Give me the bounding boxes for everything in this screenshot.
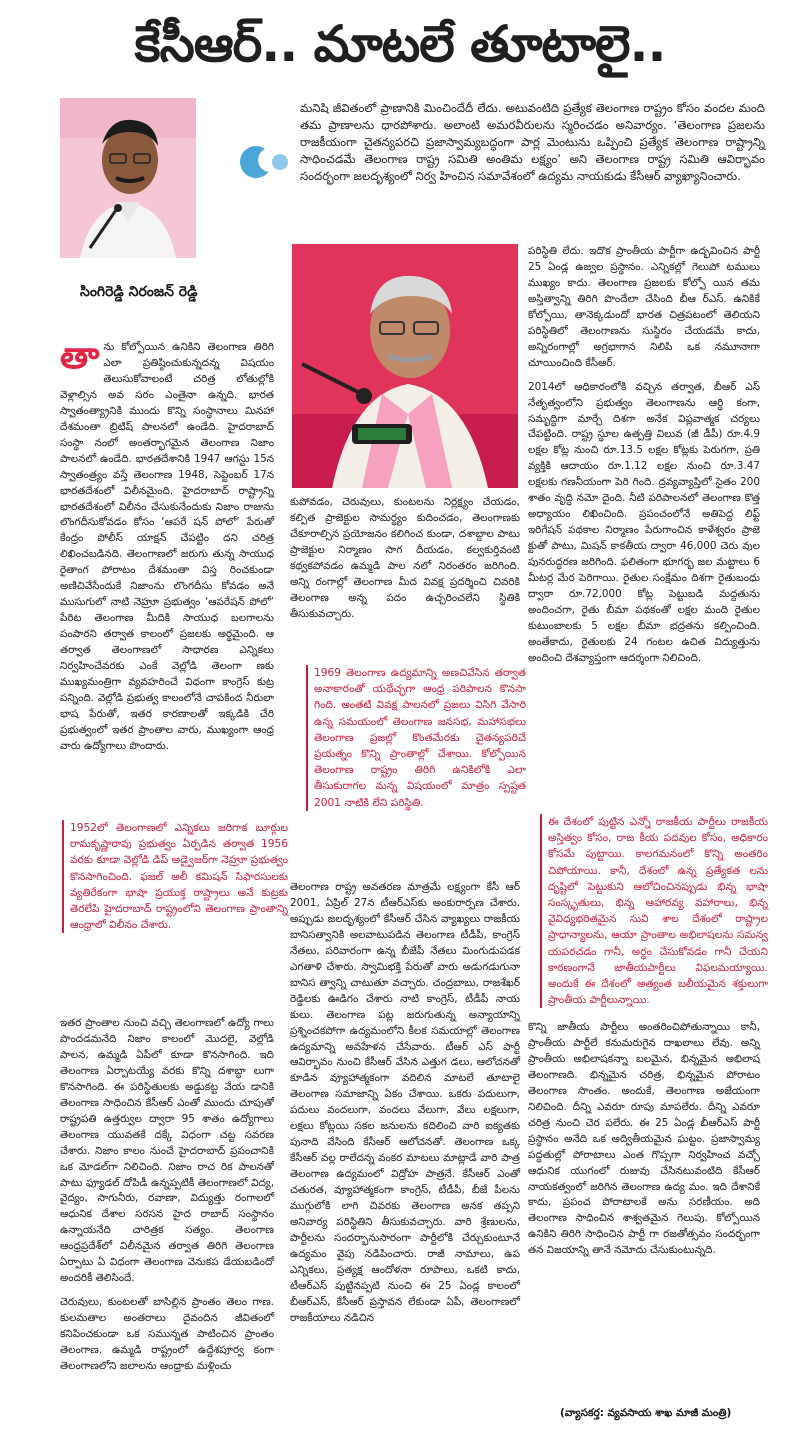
paragraph: తెలంగాణ రాష్ట్ర అవతరణ మాత్రమే లక్ష్యంగా కేసీ ఆర్ 2001, ఏప్రిల్ 27న టీఆర్ఎస్‌కు అంకురార్పణ చేశారు. అప్పుడు జలదృశ్యంలో కేసీఆర్ చేసిన వ్యాఖ్యలు రాజకీయ బానిసత్వానికి అలవాటుపడిన తెలంగాణ టీడీపీ, కాంగ్రెస్ నేతలు, పరివారంగా ఉన్న బీజేపీ నేతలు మింగుడుపడక ఎగతాళి చేశారు. స్వామిభక్తి పేరుతో వారు అడుగడుగునా బానిస త్వాన్ని చాటుతూ వచ్చారు. చంద్రబాబు, రాజశేఖర్ రెడ్డిలకు ఊడిగం చేశారు నాటి కాంగ్రెస్, టీడీపీ నాయ కులు. తెలంగాణ పట్ల జరుగుతున్న అన్యాయాన్ని ప్రశ్నించకపోగా ఉద్యమంలోని కీలక సమయాల్లో తెలంగాణ ఉద్యమాన్ని అవహేళన చేసేవారు. టీఆర్ ఎస్ పార్టీ ఆవిర్భావం నుంచి కేసీఆర్ వేసిన ఎత్తుగ డలు, ఆలోచనతో కూడిన వ్యూహాత్మకంగా వదిలిన మాటలే తూటాలై తెలంగాణ సమాజాన్ని ఏకం చేశాయి. ఒకరు పదులుగా, పదులు వందలుగా, వందలు వేలుగా, వేలు లక్షలుగా, లక్షలు కోట్లయి సకల జనులను కదిలించి వారి ఐక్యతకు పునాది వేసింది కేసీఆర్ ఆలోచనతో. తెలంగాణ ఒక్క కేసీఆర్ వల్ల రాలేదన్న వంకర మాటలు మాట్లాడే వారి పాత్ర తెలంగాణ ఉద్యమంలో విద్రోహ పాత్రనే. కేసీఆర్ ఎంతో చతురత, వ్యూహాత్మకంగా కాంగ్రెస్, టీడీపీ, బీజే పీలను ముగ్గులోకి లాగి చివరకు తెలంగాణ అనక తప్పని అనివార్య పరిస్థితిని తీసుకువచ్చారు. వారి శ్రేణులను, పార్టీలను సందర్భానుసారంగా పార్టీలోకి చేర్చుకుంటూనే ఉద్యమం వైపు నడిపించారు. రాజీ నామాలు, ఉప ఎన్నికలు, ప్రత్యక్ష ఆందోళనా రూపాలు, ఒకటి కాదు, టీఆర్ఎస్ పుట్టినప్పటి నుంచి ఈ 25 ఏండ్ల కాలంలో బీఆర్ఎస్, కేసీఆర్ ప్రస్తావన లేకుండా ఏపీ, తెలంగాణలో రాజకీయాలు నడిచిన (290, 881, 520, 1324)
dropcap: తా (60, 336, 100, 377)
intro-paragraph: మనిషి జీవితంలో ప్రాణానికి మించిందేదీ లేదు. అటువంటిది ప్రత్యేక తెలంగాణ రాష్ట్రం కోసం వందల మంది తమ ప్రాణాలను ధారపోశారు. అలాంటి అమరవీరులను స్మరించడం అనివార్యం. ‘తెలంగాణ ప్రజలను రాజకీయంగా చైతన్యపరచి ప్రజాస్వామ్యబద్ధంగా పార్ల మెంటును ఒప్పించి ప్రత్యేక తెలంగాణ రాష్ట్రాన్ని సాధించడమే తెలంగాణ రాష్ట్ర సమితి అంతిమ లక్ష్యం’ అని తెలంగాణ రాష్ట్ర సమితి ఆవిర్భావం సందర్భంగా జలదృశ్యంలో నిర్వ హించిన సమావేశంలో ఉద్యమ నాయకుడు కేసీఆర్ వ్యాఖ్యానించారు. (300, 101, 765, 183)
kcr-photo (292, 244, 518, 488)
article-column-3 (528, 244, 760, 675)
pullquote: ఈ దేశంలో పుట్టిన ఎన్నో రాజకీయ పార్టీలు రాజకీయ అస్తిత్వం కోసం, రాజ కీయ పదవుల కోసం, అధికారం కోసమే పుట్టాయి. కాలగమనంలో కొన్ని అంతరిం చిపోయాయి. కానీ, దేశంలో ఉన్న ప్రత్యేకత లను దృష్టిలో పెట్టుకుని ఆలోచించినప్పుడు భిన్న భాషా సంస్కృతులు, భిన్న ఆహారవ్య వహారాలు, భిన్న వైవిధ్యభరితమైన సువి శాల దేశంలో రాష్ట్రాల ప్రాధాన్యాలను, ఆయా ప్రాంతాల అభిలాషలను సమన్వ యపరచడం గానీ, అర్థం చేసుకోవడం గానీ చేయని కారణంగానే జాతీయపార్టీలు విఫలమయ్యాయి. అందుకే ఈ దేశంలో అత్యంత బలీయమైన శక్తులుగా ప్రాంతీయ పార్టీలున్నాయి. (540, 814, 768, 1008)
author-name: సింగిరెడ్డి నిరంజన్ రెడ్డి (80, 284, 198, 300)
headline: కేసీఆర్.. మాటలే తూటాలై.. (134, 15, 666, 73)
pullquote: 1969 తెలంగాణ ఉద్యమాన్ని అణచివేసిన తర్వాత అనాకారంతో యథేచ్ఛగా ఆంధ్ర పరిపాలన కొనసా గింది. అంతటి వివక్ష పాలనలో ప్రజలు విసిగి వేసారి ఉన్న సమయంలో తెలంగాణ జనసభ, మహాసభలు తెలంగాణ ప్రజల్లో కొంతమేరకు చైతన్యపరిచే ప్రయత్నం కొన్ని ప్రాంతాల్లో చేశాయి. కోల్పోయిన తెలంగాణ రాష్ట్రం తిరిగి ఉనికిలోకి ఎలా తీసుకురాగల మన్న విషయంలో మాత్రం స్పష్టత 2001 నాటికి లేని పరిస్థితి. (306, 665, 526, 811)
paragraph: ఇతర ప్రాంతాల నుంచి వచ్చి తెలంగాణలో ఉద్యో గాలు పొందడమనేది నిజాం కాలంలో మొదలై, వెల్లోడి పాలన, ఉమ్మడి ఏపీలో కూడా కొనసాగింది. ఇది తెలంగాణ ఏర్పాటయ్యే వరకు కొన్ని దశాబ్దా లుగా కొనసాగింది. ఈ పరిస్థితులకు అడ్డుకట్ట వేయ డానికి తెలంగాణ సాధించిన కేసీఆర్ ఎంతో ముందు చూపుతో రాష్ట్రపతి ఉత్తర్వుల ద్వారా 95 శాతం ఉద్యోగాలు తెలంగాణ యువతకే దక్కే విధంగా చట్ట సవరణ చేశారు. నిజాం కాలం నుంచే హైదరాబాద్ ప్రపంచానికి ఒక మోడల్‌గా నిలిచింది. నిజాం రాచ రిక పాలనతో పాటు ఫ్యూడల్ దోపిడీ ఉన్నప్పటికీ తెలంగాణలో విద్య, వైద్యం, సాగునీరు, రవాణా, విద్యుత్తు రంగాలలో ఆధునిక దేశాల సరసన హైద రాబాద్ సంస్థానం ఉన్నాయనేది చారిత్రక సత్యం. తెలంగాణ ఆంధ్రప్రదేశ్‌లో విలీనమైన తర్వాత తిరిగి తెలంగాణ ఏర్పాటు ఏ విధంగా తెలంగాణ వెనుకప డేయబడిందో అందరికీ తెలిసిందే. (60, 1017, 274, 1285)
article-column-1 (60, 336, 274, 763)
paragraph: చెరువులు, కుంటలతో బాసిల్లిన ప్రాంతం తెలం గాణ. కులమతాల అంతరాలు దైవందిన జీవితంలో కనిపించకుండా ఒక సమున్నత పాటించిన ప్రాంతం తెలంగాణ. ఉమ్మడి రాష్ట్రంలో ఉద్దేశపూర్వ కంగా తెలంగాణలోని జలాలను ఆంధ్రాకు మళ్లించు (60, 1296, 274, 1373)
article-column-2-cont (290, 880, 520, 1335)
article-column-1-cont (60, 1016, 274, 1383)
paragraph: 2014లో అధికారంలోకి వచ్చిన తర్వాత, బీఆర్ ఎస్ నేతృత్వంలోని ప్రభుత్వం తెలంగాణను ఆర్థి కంగా, సమృద్ధిగా మార్చే దిశగా అనేక విప్లవాత్మక చర్యలు చేపట్టింది. రాష్ట్ర స్థూల ఉత్పత్తి విలువ (జీ డీపీ) రూ.4.9 లక్షల కోట్ల నుంచి రూ.13.5 లక్షల కోట్లకు పెరుగగా, ప్రతి వ్యక్తికి ఆదాయం రూ.1.12 లక్షల నుంచి రూ.3.47 లక్షలకు గణనీయంగా పెరి గింది. ద్రవ్యవ్యాప్తిలో సైతం 200 శాతం వృద్ధి నమో దైంది. నీటి పరిపాలనలో తెలంగాణ కొత్త అధ్యాయం లిఖించింది. ప్రపంచంలోనే అతిపెద్ద లిఫ్ట్ ఇరిగేషన్ పథకాల నిర్మాణం పేరుగాంచిన కాళేశ్వరం ప్రాజె క్టుతో పాటు, మిషన్ కాకతీయ ద్వారా 46,000 చెరు వుల పునరుద్ధరణ జరిగింది. ఫలితంగా భూగర్భ జల మట్టాలు 6 మీటర్ల మేర పెరిగాయి. రైతుల సంక్షేమం దిశగా రైతుబంధు ద్వారా రూ.72,000 కోట్ల పెట్టుబడి మద్దతును అందించగా, రైతు బీమా పథకంతో లక్షల మంది రైతుల కుటుంబాలకు 5 లక్షల బీమా భద్రతను కల్పించింది. అంతేకాదు, రైతులకు 24 గంటల ఉచిత విద్యుత్తును అందించి దేశవ్యాప్తంగా ఆదర్శంగా నిలిచింది. (528, 380, 760, 664)
article-column-3-cont (528, 1020, 760, 1267)
byline: (వ్యాసకర్త: వ్యవసాయ శాఖ మాజీ మంత్రి) (560, 1407, 732, 1419)
pullquote: 1952లో తెలంగాణలో ఎన్నికలు జరిగాక బూర్గుల రామకృష్ణారావు ప్రభుత్వం ఏర్పడిన తర్వాత 1956 వరకు కూడా వెల్లోడి డిప్ అడ్వైజర్‌గా నెహ్రూ ప్రభుత్వం కొనసాగించింది. ఫజల్ అలీ కమిషన్ సిఫారసులకు వ్యతిరేకంగా భాషా ప్రయుక్త రాష్ట్రాలు అనే కుట్రకు తెరలేపి హైదరాబాద్ రాష్ట్రంలోని తెలంగాణ ప్రాంతాన్ని ఆంధ్రాలో విలీనం చేశారు. (62, 820, 288, 933)
article-column-2 (290, 495, 520, 631)
paragraph: కొన్ని జాతీయ పార్టీలు అంతరించిపోతున్నాయి కానీ, ప్రాంతీయ పార్టీలే కనుమరుగైన దాఖలాలు లేవు. అన్ని ప్రాంతీయ అభిలాషకన్నా బలమైన, భిన్నమైన అభిలాష తెలంగాణది. భిన్నమైన చరిత్ర, భిన్నమైన పోరాటం తెలంగాణ సొంతం. అందుకే, తెలంగాణ అజేయంగా నిలిచింది. దీన్ని ఎవరూ రూపు మాపలేరు. దీన్ని ఎవరూ చరిత్ర నుంచి చెర పలేరు. ఈ 25 ఏండ్ల బీఆర్ఎస్ పార్టీ ప్రస్థానం అనేది ఒక అద్వితీయమైన ఘట్టం. ప్రజాస్వామ్య పద్ధతుల్లో పోరాటాలు ఎంత గొప్పగా నిర్వహించ వచ్చో ఆధునిక యుగంలో రుజువు చేసినటువంటిది కేసీఆర్ నాయకత్వంలో జరిగిన తెలంగాణ ఉద్య మం. ఇది దేశానికే కాదు, ప్రపంచ పోరాటాలకే అను సరణీయం. అది తెలంగాణ సాధించిన శాశ్వతమైన గెలుపు. కోల్పోయిన ఉనికిని తిరిగి సాధించిన పార్టీ గా రజతోత్సవం సందర్భంగా తన విజయాన్ని తానే నమోదు చేసుకుంటున్నది. (528, 1021, 760, 1257)
decorative-circles-icon (236, 140, 296, 180)
paragraph: పరిస్థితి లేదు. ఇదొక ప్రాంతీయ పార్టీగా ఉద్భవించిన పార్టీ 25 ఏండ్ల ఉజ్వల ప్రస్థానం. ఎన్నికల్లో గెలుపో టములు ముఖ్యం కాదు. తెలంగాణ ప్రజలకు కోల్పో యిన తమ అస్తిత్వాన్ని తిరిగి పొందేలా చేసింది బీఆ ర్ఎస్. ఉనికికే కోల్పోయి, తానెక్కడుందో భారత చిత్రపటంలో తెలియని పరిస్థితిలో తెలంగాణను సుస్థిరం చేయడమే కాదు, అన్నిరంగాల్లో అగ్రభాగాన నిలిపి ఒక నమూనాగా చూయించింది కేసీఆర్. (528, 245, 760, 369)
paragraph: కుపోవడం, చెరువులు, కుంటలను నిర్లక్ష్యం చేయడం, కల్పిత ప్రాజెక్టుల సామర్థ్యం కుదించడం, తెలంగాణకు చేకూరాల్సిన ప్రయోజనం కలిగించ కుండా, దశాబ్దాల పాటు ప్రాజెక్టుల నిర్మాణం సాగ దీయడం, కల్వకుర్తివంటి కథ్వకపోవడం ఉమ్మడి పాల నలో నిరంతరం జరిగింది. అన్ని రంగాల్లో తెలంగాణ మీద వివక్ష ప్రదర్శించి చివరికి తెలంగాణ అన్న పదం ఉచ్చరించలేని స్థితికి తీసుకువచ్చారు. (290, 496, 520, 620)
paragraph: ను కోల్పోయిన ఉనికిని తెలంగాణ తిరిగి ఎలా ప్రతిష్ఠించుకున్నదన్న విషయం తెలుసుకోవాలంటే చరిత్ర లోతుల్లోకి వెళ్లాల్సిన అవ సరం ఎంతైనా ఉన్నది. భారత స్వాతంత్య్రానికి ముందు కొన్ని సంస్థానాలు మినహా దేశమంతా బ్రిటిష్ పాలనలో ఉండేది. హైదరాబాద్ సంస్థా నంలో అంతర్భాగమైన తెలంగాణ నిజాం పాలనలో ఉండేది. భారతదేశానికి 1947 ఆగస్టు 15న స్వాతంత్ర్యం వస్తే తెలంగాణ 1948, సెప్టెంబర్ 17న భారతదేశంలో విలీనమైంది. హైదరాబాద్ రాష్ట్రాన్ని భారతదేశంలో విలీనం చేసుకునేందుకు నిజాం రాజును లొంగదీసుకోవడం కోసం ‘ఆపరే షన్ పోలో’ పేరుతో కేంద్రం పోలీస్ యాక్షన్ చేపట్టిం దని చరిత్ర లిఖించబడిన‌ది. తెలంగాణలో జరుగు తున్న సాయుధ రైతాంగ పోరాటం దేశమంతా విస్త రించకుండా అణిచివేసేందుకే నిజాంను లొంగదీసు కోవడం అనే ముసుగులో నాటి నెహ్రూ ప్రభుత్వం ‘ఆపరేషన్ పోలో’ పేరిట తెలంగాణ మీదికి సాయుధ బలగాలను పంపారని తర్వాత కాలంలో ప్రజలకు అర్థమైంది. ఆ తర్వాత తెలంగాణలో సాధారణ ఎన్నికలు నిర్వహించేవరకు ఎంకే వెల్లోడి తెలంగా ణకు ముఖ్యమంత్రిగా వ్యవహరించే విధంగా కాంగ్రెస్ కుట్ర పన్నింది. వెల్లోడి ప్రభుత్వ కాలంలోనే చాపకింద నీరులా భాష పేరుతో, ఇతర కారణాలతో ఇక్కడికి చేరి ప్రభుత్వంలో ఇతర ప్రాంతాల వారు, ముఖ్యంగా ఆంధ్ర వారు ఉద్యోగాలు పొందారు. (60, 341, 274, 752)
author-photo (60, 98, 196, 258)
